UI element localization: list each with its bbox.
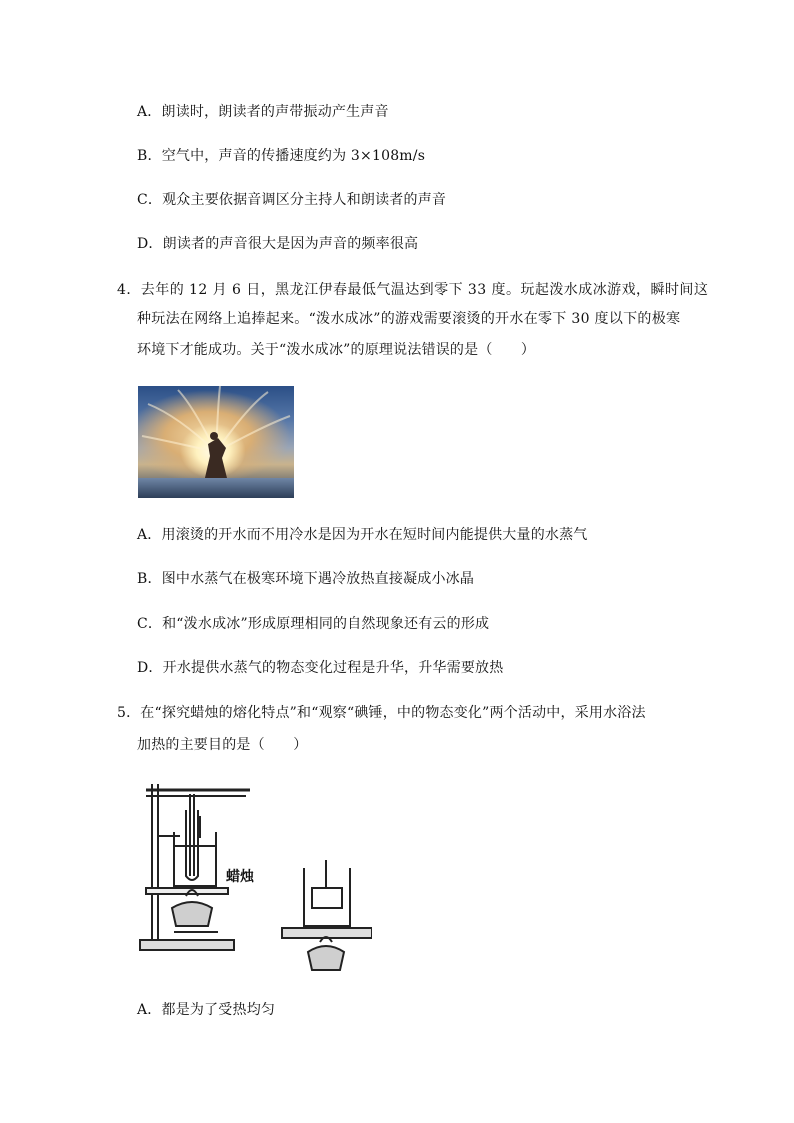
- candle-label: 蜡烛: [226, 869, 254, 885]
- q4-option-d: D．开水提供水蒸气的物态变化过程是升华，升华需要放热: [137, 660, 504, 676]
- q4-stem-line-1: 4．去年的 12 月 6 日，黑龙江伊春最低气温达到零下 33 度。玩起泼水成冰游戏，瞬时间这: [117, 282, 709, 298]
- q5-option-a: A．都是为了受热均匀: [137, 1002, 276, 1018]
- q4-option-c: C．和“泼水成冰”形成原理相同的自然现象还有云的形成: [137, 616, 490, 632]
- q5-stem-line-2: 加热的主要目的是（ ）: [137, 737, 308, 753]
- q4-option-b: B．图中水蒸气在极寒环境下遇冷放热直接凝成小冰晶: [137, 571, 475, 587]
- q3-option-b: B．空气中，声音的传播速度约为 3×108m/s: [137, 148, 426, 164]
- water-bath-apparatus-figure: [136, 776, 372, 978]
- q3-option-c: C．观众主要依据音调区分主持人和朗读者的声音: [137, 192, 447, 208]
- q4-stem-line-2: 种玩法在网络上追捧起来。“泼水成冰”的游戏需要滚烫的开水在零下 30 度以下的极寒: [137, 311, 681, 327]
- q3-option-d: D．朗读者的声音很大是因为声音的频率很高: [137, 236, 419, 252]
- q3-option-a: A．朗读时，朗读者的声带振动产生声音: [137, 104, 389, 120]
- q4-stem-line-3: 环境下才能成功。关于“泼水成冰”的原理说法错误的是（ ）: [137, 342, 536, 358]
- boiling-water-freeze-photo: [138, 386, 294, 498]
- q4-option-a: A．用滚烫的开水而不用冷水是因为开水在短时间内能提供大量的水蒸气: [137, 527, 588, 543]
- q5-stem-line-1: 5．在“探究蜡烛的熔化特点”和“观察“碘锤，中的物态变化”两个活动中，采用水浴法: [117, 705, 646, 721]
